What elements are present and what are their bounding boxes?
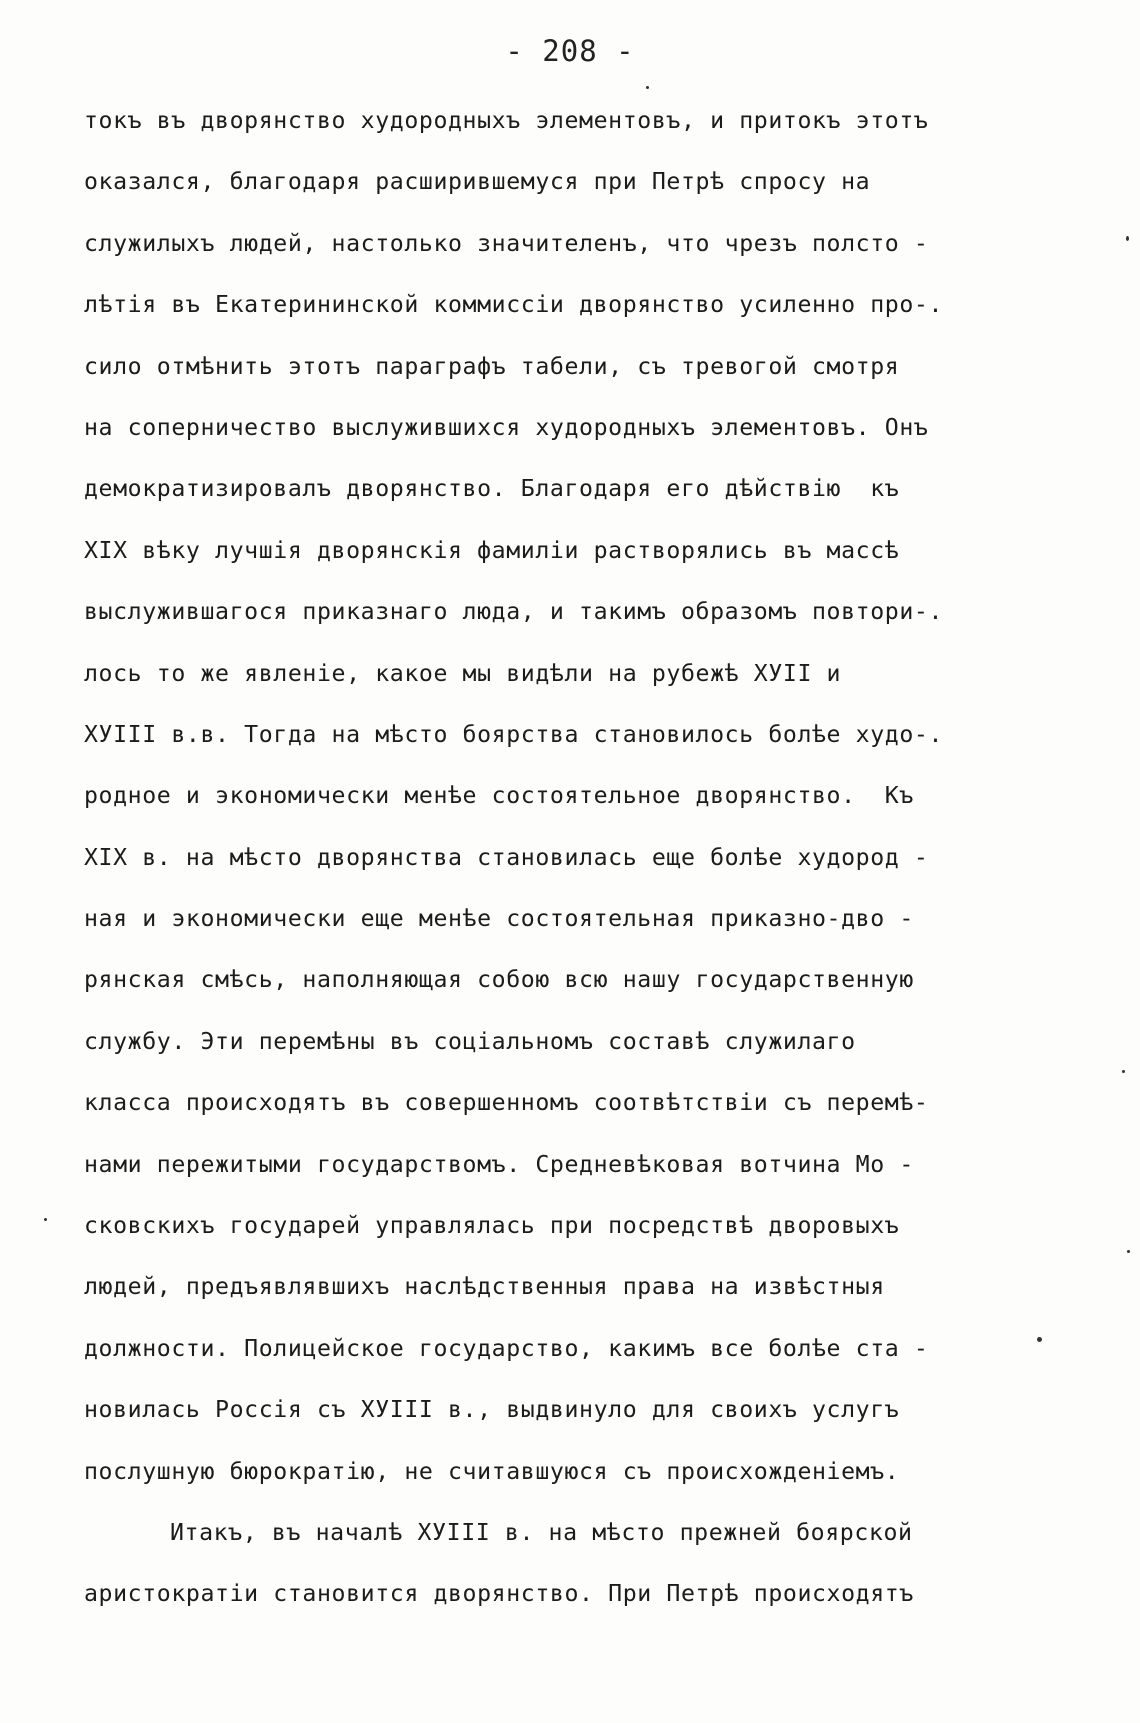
scan-speck — [44, 1218, 47, 1221]
scan-speck — [646, 86, 649, 89]
text-line: сило отмѣнить этотъ параграфъ табели, съ тревогой смотря — [84, 352, 900, 380]
text-line: службу. Эти перемѣны въ соціальномъ составѣ служилаго — [84, 1027, 856, 1055]
text-line: демократизировалъ дворянство. Благодаря его дѣйствію къ — [84, 475, 900, 503]
text-line: XIX вѣку лучшія дворянскія фамиліи растворялись въ массѣ — [84, 536, 900, 564]
text-line: выслужившагося приказнаго люда, и такимъ образомъ повтори-. — [84, 598, 944, 626]
text-line: на соперничество выслужившихся худородныхъ элементовъ. Онъ — [84, 413, 929, 441]
text-line: оказался, благодаря расширившемуся при Петрѣ спросу на — [84, 168, 871, 196]
text-line: служилыхъ людей, настолько значителенъ, что чрезъ полсто - — [84, 229, 929, 257]
scan-speck — [1126, 236, 1129, 241]
paragraph-start-line: Итакъ, въ началѣ ХУIII в. на мѣсто прежней боярской — [170, 1518, 913, 1546]
text-line: токъ въ дворянство худородныхъ элементовъ, и притокъ этотъ — [84, 107, 929, 134]
text-line: новилась Россія съ ХУIII в., выдвинуло для своихъ услугъ — [84, 1396, 900, 1424]
text-line: аристократіи становится дворянство. При Петрѣ происходятъ — [84, 1580, 914, 1608]
body-text — [84, 90, 1084, 1625]
text-line: должности. Полицейское государство, какимъ все болѣе ста - — [84, 1334, 929, 1362]
text-line: ХУIII в.в. Тогда на мѣсто боярства становилось болѣе худо-. — [84, 720, 944, 748]
text-line: XIX в. на мѣсто дворянства становилась еще болѣе худород - — [84, 843, 929, 871]
text-line: нами пережитыми государствомъ. Средневѣковая вотчина Мо - — [84, 1150, 914, 1178]
scan-speck — [1127, 1250, 1130, 1253]
text-line: послушную бюрократію, не считавшуюся съ происхожденіемъ. — [84, 1457, 900, 1485]
text-line: ная и экономически еще менѣе состоятельная приказно-дво - — [84, 905, 914, 933]
scan-speck — [1037, 1337, 1042, 1342]
page-number: - 208 - — [505, 34, 635, 68]
text-line: сковскихъ государей управлялась при посредствѣ дворовыхъ — [84, 1212, 900, 1240]
text-line: класса происходятъ въ совершенномъ соотвѣтствіи съ перемѣ- — [84, 1089, 929, 1117]
scan-speck — [1122, 1070, 1125, 1073]
text-line: родное и экономически менѣе состоятельное дворянство. Къ — [84, 782, 914, 810]
text-line: лѣтія въ Екатерининской коммиссіи дворянство усиленно про-. — [84, 291, 944, 319]
text-line: лось то же явленіе, какое мы видѣли на рубежѣ ХУII и — [84, 659, 842, 687]
text-line: рянская смѣсь, наполняющая собою всю нашу государственную — [84, 966, 914, 994]
text-line: людей, предъявлявшихъ наслѣдственныя права на извѣстныя — [84, 1273, 885, 1301]
